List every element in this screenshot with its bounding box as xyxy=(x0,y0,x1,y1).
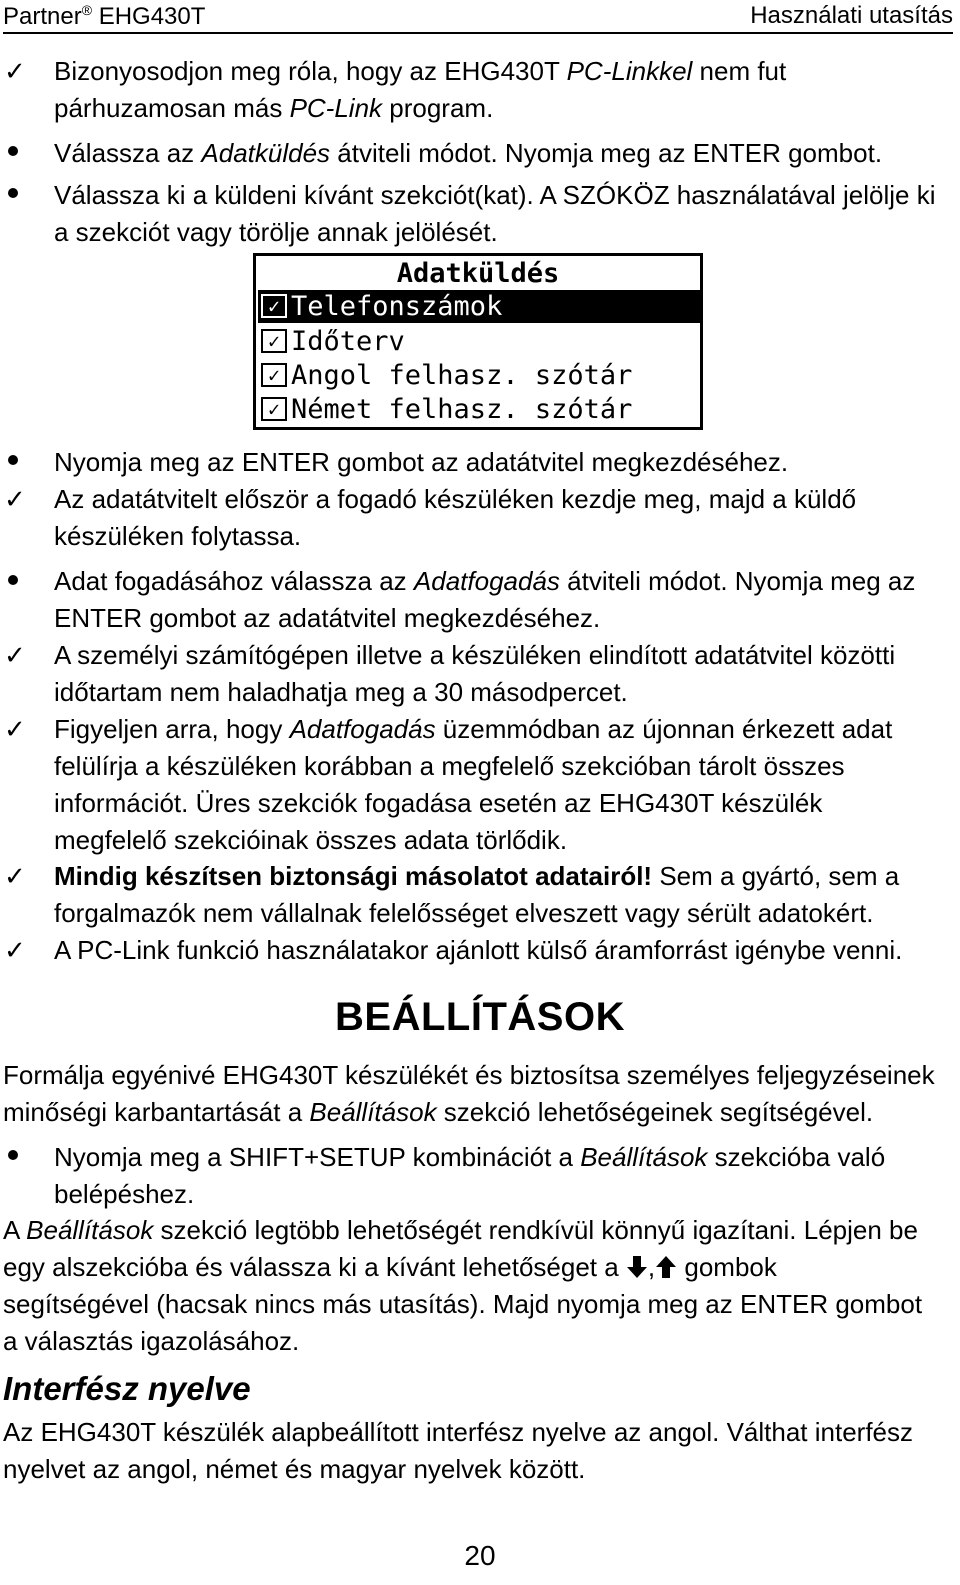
screen-title: Adatküldés xyxy=(396,258,560,289)
subsection-title: Interfész nyelve xyxy=(3,1370,251,1407)
device-screen xyxy=(253,253,703,430)
text: Bizonyosodjon meg róla, hogy az EHG430T xyxy=(54,56,567,86)
text: segítségével (hacsak nincs más utasítás). Majd nyomja meg az ENTER gombot xyxy=(3,1289,923,1319)
bullet-icon xyxy=(8,146,18,156)
text: felülírja a készüléken korábban a megfelelő szekcióban tárolt összes xyxy=(54,751,845,781)
bullet-icon xyxy=(8,1150,18,1160)
text: szekció lehetőségeinek segítségével. xyxy=(436,1097,874,1127)
term: Adatküldés xyxy=(201,138,331,168)
check-icon: ✓ xyxy=(4,714,26,744)
term: PC-Linkkel xyxy=(566,56,693,86)
list-item xyxy=(54,444,954,481)
paragraph xyxy=(3,1414,953,1488)
text: Válassza az xyxy=(54,138,202,168)
term: Adatfogadás xyxy=(413,566,560,596)
row-label: Német felhasz. szótár xyxy=(291,394,633,425)
screen-row-selected xyxy=(258,290,700,323)
page-number: 20 xyxy=(464,1540,496,1571)
text: minőségi karbantartását a xyxy=(3,1097,310,1127)
text: Sem a gyártó, sem a xyxy=(652,861,900,891)
row-label: Telefonszámok xyxy=(291,291,503,322)
list-item xyxy=(54,932,954,969)
arrow-up-icon xyxy=(655,1254,677,1280)
text: Nyomja meg a SHIFT+SETUP kombinációt a xyxy=(54,1142,581,1172)
text: időtartam nem haladhatja meg a 30 másodpercet. xyxy=(54,677,628,707)
text: szekció legtöbb lehetőségét rendkívül könnyű igazítani. Lépjen be xyxy=(153,1215,918,1245)
list-item xyxy=(54,481,954,555)
row-label: Időterv xyxy=(291,326,405,357)
text: Az adatátvitelt először a fogadó készüléken kezdje meg, majd a küldő xyxy=(54,484,857,514)
bullet-icon xyxy=(8,455,18,465)
row-label: Angol felhasz. szótár xyxy=(291,360,633,391)
list-item xyxy=(54,637,954,711)
text: A PC-Link funkció használatakor ajánlott külső áramforrást igénybe venni. xyxy=(54,935,903,965)
text: , xyxy=(647,1252,656,1282)
header-doc-title: Használati utasítás xyxy=(750,2,953,29)
list-item xyxy=(54,135,954,172)
term: Beállítások xyxy=(580,1142,708,1172)
arrow-down-icon xyxy=(626,1254,648,1280)
header-brand: Partner xyxy=(3,3,82,30)
text: A xyxy=(3,1215,27,1245)
page-header xyxy=(3,0,953,34)
section-title: BEÁLLÍTÁSOK xyxy=(335,995,625,1039)
checkbox-icon: ✓ xyxy=(261,329,287,353)
header-product xyxy=(3,2,205,31)
term: Adatfogadás xyxy=(289,714,436,744)
text: Nyomja meg az ENTER gombot az adatátvitel megkezdéséhez. xyxy=(54,447,789,477)
text: gombok xyxy=(677,1252,777,1282)
warning-text: Mindig készítsen biztonsági másolatot adatairól! xyxy=(54,861,653,891)
check-icon: ✓ xyxy=(4,935,26,965)
screen-row xyxy=(258,393,700,426)
check-icon: ✓ xyxy=(4,640,26,670)
text: Válassza ki a küldeni kívánt szekciót(kat). A SZÓKÖZ használatával jelölje ki xyxy=(54,180,936,210)
text: belépéshez. xyxy=(54,1179,195,1209)
checkbox-icon: ✓ xyxy=(261,294,287,318)
check-icon: ✓ xyxy=(4,484,26,514)
bullet-icon xyxy=(8,575,18,585)
screen-row xyxy=(258,325,700,358)
text: információt. Üres szekciók fogadása esetén az EHG430T készülék xyxy=(54,788,823,818)
term: PC-Link xyxy=(289,93,383,123)
text: párhuzamosan más xyxy=(54,93,290,123)
header-model: EHG430T xyxy=(92,3,206,30)
term: Beállítások xyxy=(309,1097,437,1127)
text: egy alszekcióba és válassza ki a kívánt lehetőséget a xyxy=(3,1252,626,1282)
text: üzemmódban az újonnan érkezett adat xyxy=(435,714,893,744)
list-item xyxy=(54,563,954,637)
term: Beállítások xyxy=(26,1215,154,1245)
list-item xyxy=(54,1139,954,1213)
text: ENTER gombot az adatátvitel megkezdéséhez. xyxy=(54,603,601,633)
registered-mark: ® xyxy=(81,2,93,18)
checkbox-icon: ✓ xyxy=(261,397,287,421)
text: megfelelő szekcióinak összes adata törlődik. xyxy=(54,825,568,855)
list-item xyxy=(54,711,954,859)
text: átviteli módot. Nyomja meg az ENTER gombot. xyxy=(330,138,883,168)
text: nem fut xyxy=(692,56,787,86)
screen-row xyxy=(258,359,700,392)
text: forgalmazók nem vállalnak felelősséget elveszett vagy sérült adatokért. xyxy=(54,898,874,928)
text: Figyeljen arra, hogy xyxy=(54,714,290,744)
checkbox-icon: ✓ xyxy=(261,363,287,387)
paragraph xyxy=(3,1212,953,1360)
text: A személyi számítógépen illetve a készüléken elindított adatátvitel közötti xyxy=(54,640,896,670)
text: nyelvet az angol, német és magyar nyelvek között. xyxy=(3,1454,586,1484)
check-icon: ✓ xyxy=(4,56,26,86)
list-item xyxy=(54,53,954,127)
list-item xyxy=(54,177,954,251)
text: Formálja egyénivé EHG430T készülékét és biztosítsa személyes feljegyzéseinek xyxy=(3,1060,935,1090)
text: Az EHG430T készülék alapbeállított interfész nyelve az angol. Válthat interfész xyxy=(3,1417,914,1447)
paragraph xyxy=(3,1057,953,1131)
bullet-icon xyxy=(8,188,18,198)
text: szekcióba való xyxy=(707,1142,886,1172)
text: a választás igazolásához. xyxy=(3,1326,300,1356)
text: program. xyxy=(382,93,494,123)
text: átviteli módot. Nyomja meg az xyxy=(559,566,916,596)
check-icon: ✓ xyxy=(4,861,26,891)
list-item xyxy=(54,858,954,932)
text: Adat fogadásához válassza az xyxy=(54,566,414,596)
text: a szekciót vagy törölje annak jelölését. xyxy=(54,217,498,247)
text: készüléken folytassa. xyxy=(54,521,302,551)
